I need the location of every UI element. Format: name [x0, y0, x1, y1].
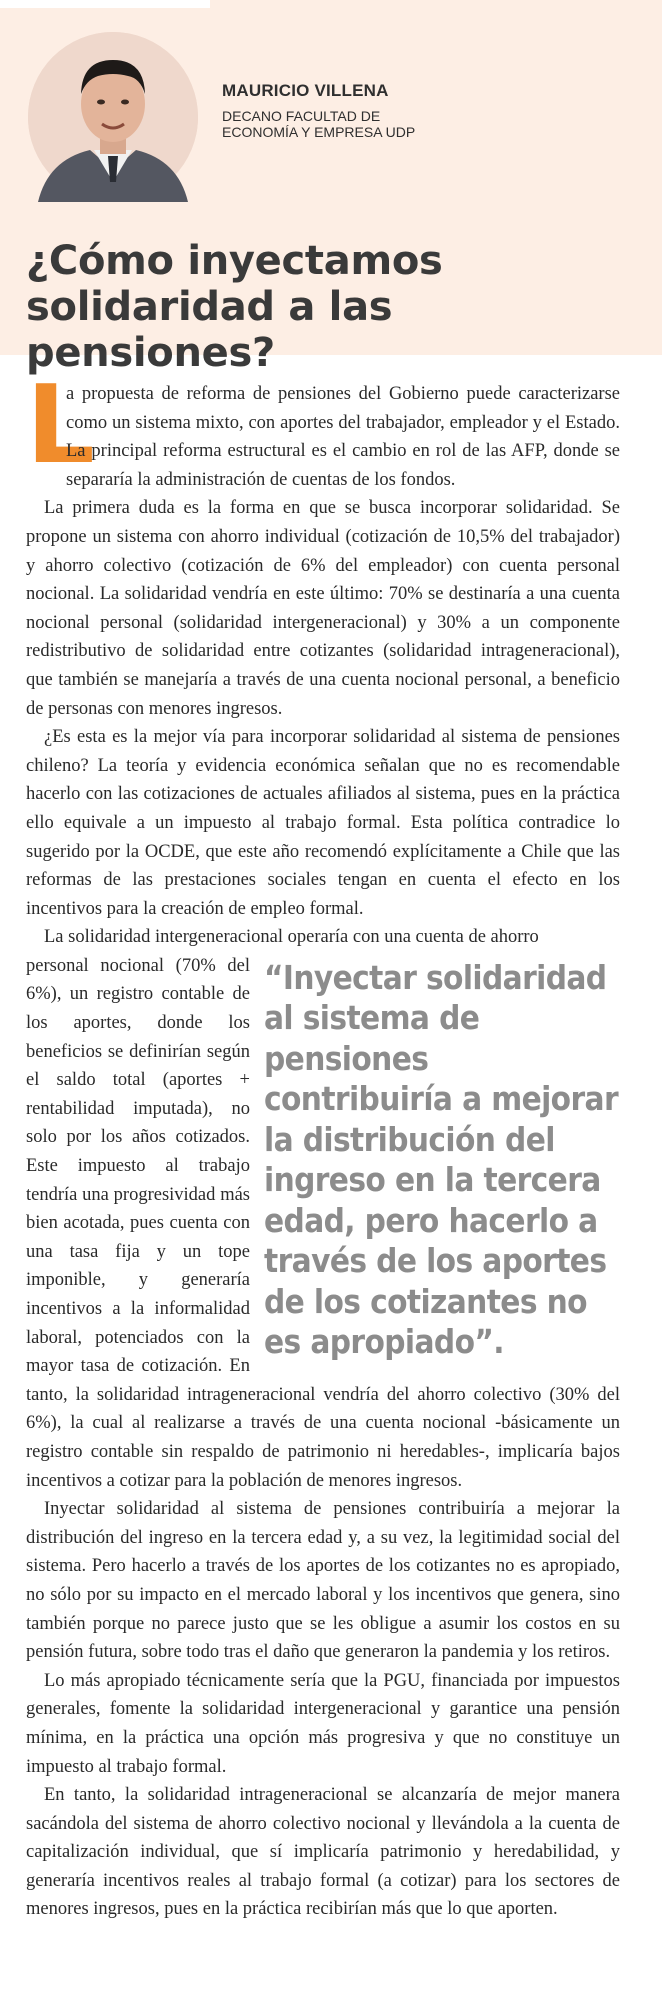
paragraph-1 [26, 363, 620, 494]
article-body [26, 363, 620, 1924]
author-name: MAURICIO VILLENA [222, 81, 389, 100]
author-portrait-icon [28, 32, 198, 202]
paragraph-6: Lo más apropiado técnicamente sería que la PGU, financiada por impuestos generales, fomente la solidaridad intergeneracional y garantice una pensión mínima, en la práctica una opción más progresiva y que no constituye un impuesto al trabajo formal. [26, 1670, 620, 1777]
author-role: DECANO FACULTAD DE ECONOMÍA Y EMPRESA UDP [222, 108, 416, 140]
drop-cap: L [26, 363, 95, 488]
author-block [222, 80, 462, 140]
paragraph-1-text: a propuesta de reforma de pensiones del Gobierno puede caracterizarse como un sistema mixto, con aportes del trabajador, empleador y el Estado. La principal reforma estructural es el cambio en rol de las AFP, donde se separaría la administración de cuentas de los fondos. [66, 384, 620, 490]
paragraph-5: Inyectar solidaridad al sistema de pensiones contribuiría a mejorar la distribución del ingreso en la tercera edad y, a su vez, la legitimidad social del sistema. Pero hacerlo a través de los aportes de los cotizantes no es apropiado, no sólo por su impacto en el mercado laboral y los incentivos que genera, sino también porque no parece justo que se les obligue a asumir los costos en su pensión futura, sobre todo tras el daño que generaron la pandemia y los retiros. [26, 1499, 620, 1663]
pull-quote: “Inyectar solidaridad al sistema de pensiones contribuiría a mejorar la distribución del ingreso en la tercera edad, pero hacerlo a través de los aportes de los cotizantes no es apropiado”. [264, 957, 619, 1362]
paragraph-3: ¿Es esta es la mejor vía para incorporar solidaridad al sistema de pensiones chileno? La teoría y evidencia económica señalan que no es recomendable hacerlo con las cotizaciones de actuales afiliados al sistema, pues en la práctica ello equivale a un impuesto al trabajo formal. Esta política contradice lo sugerido por la OCDE, que este año recomendó explícitamente a Chile que las reformas de las prestaciones sociales tengan en cuenta el efecto en los incentivos para la creación de empleo formal. [26, 727, 620, 919]
paragraph-2: La primera duda es la forma en que se busca incorporar solidaridad. Se propone un sistema con ahorro individual (cotización de 10,5% del trabajador) y ahorro colectivo (cotización de 6% del empleador) con cuenta personal nocional. La solidaridad vendría en este último: 70% se destinaría a una cuenta nocional personal (solidaridad intergeneracional) y 30% a un componente redistributivo de solidaridad entre cotizantes (solidaridad intrageneracional), que también se manejaría a través de una cuenta nocional personal, a beneficio de personas con menores ingresos. [26, 498, 620, 719]
paragraph-7: En tanto, la solidaridad intrageneracional se alcanzaría de mejor manera sacándola del sistema de ahorro colectivo nocional y llevándola a la cuenta de capitalización individual, que sí implicaría patrimonio y heredabilidad, y generaría incentivos reales al trabajo formal (a cotizar) para los sectores de menores ingresos, pues en la práctica recibirían más que lo que aporten. [26, 1785, 620, 1920]
article-title: ¿Cómo inyectamos solidaridad a las pensiones? [26, 238, 443, 376]
paragraph-4-lead: La solidaridad intergeneracional operaría con una cuenta de ahorro [44, 927, 539, 948]
header-top-strip [0, 0, 210, 8]
author-avatar [28, 32, 198, 202]
paragraph-4: personal nocional (70% del 6%), un registro contable de los aportes, donde los beneficios se definirían según el saldo total (aportes + rentabilidad imputada), no solo por los años cotizados. Este impuesto al trabajo tendría una progresividad más bien acotada, pues cuenta con una tasa fija y un tope imponible, y generaría incentivos a la informalidad laboral, potenciados con la mayor tasa de cotización. En tanto, la solidaridad intrageneracional vendría del ahorro colectivo (30% del 6%), la cual al realizarse a través de una cuenta nocional -básicamente un registro contable sin respaldo de patrimonio ni heredables-, implicaría bajos incentivos a cotizar para la población de menores ingresos. [26, 955, 620, 1491]
